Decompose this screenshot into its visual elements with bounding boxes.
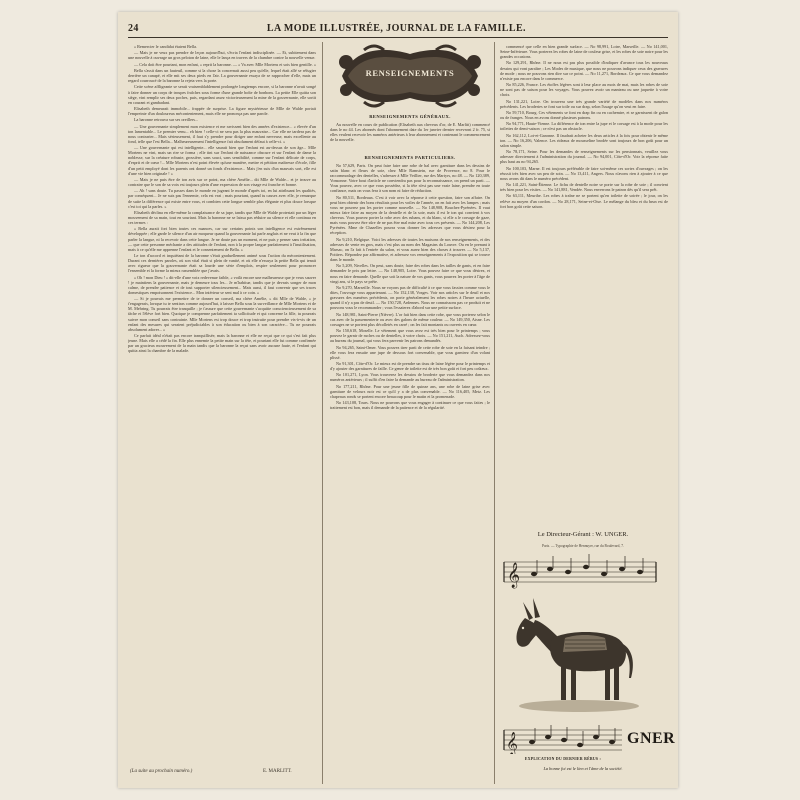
paragraph: — Une gouvernante simplement mon existence et me ravissent bien des années d'existence... « élevée d'un ton lamentable... Le premier venu... eh bien ! celle-ci ne sera pas la plus mauvaise... Car elle ne tardera pas de nous contrarier... Mais sérieusement, il faut s'y prendre pour diriger une enfant nerveuse, mais excellente au fond, telle que l'est Bella... Malheureusement l'intelligence fait absolument défaut à celle-ci. »: [128, 123, 316, 144]
paragraph: No 143,108, Tours. Nous ne pouvons que vous engager à continuer ce que vous faites ; le traitement est bon, mais il demande de la patience et de la régularité.: [330, 400, 490, 411]
paragraph: No 9,210, Belgique. Voici les adresses de toutes les maisons de nos renseignements, et des adresses de vente en gros, mais c'est plus au nom des Magasins du Louvre. Ou en le prenant à Marsac, on l'a fait à l'entrée du salon, et vous aurez bien des choses à trouver. — No 5,137, Poitiers. Répondez par affirmative, et adressez vos renseignements à l'exposition qui se trouve dans le monde.: [330, 236, 490, 263]
paragraph: No 141,221, Saint-Étienne. Le fichu de dentelle noire se porte sur la robe de soie ; il convient très bien pour les visites. — No 141,881, Vendée. Nous enverrons le patron dès qu'il sera prêt.: [500, 182, 668, 193]
paragraph: No 148,981, Saint-Pierre (Nièvre). L'or fait bien dans cette robe, que vous porterez selon le cas avec de la passementerie ou avec des galons de même couleur. — No 149,350, Aisne. Les corsages ne se portent plus décolletés en carré ; on les fait montants ou ouverts en cœur.: [330, 311, 490, 327]
column-divider-right: [494, 42, 495, 784]
paragraph: No 63,111, Meurthe. Les robes à traîne ne se portent qu'en toilette de soirée ; le jour, on les relève au moyen d'un cordon. — No 28,171, Seine-et-Oise. Le mélange du bleu et du brun est de fort bon goût cette saison.: [500, 193, 668, 209]
donkey-engraving: [513, 594, 643, 714]
paragraph: No 80,511, Bordeaux. C'est à voir avec la réponse à cette question, faire son affaire. On peut bien obtenir des bons résultats pour les voiles de l'année, on en fait avec les lampes ; mais vous ne pourrez pas les porter comme nouvelle. — No 148,908, Bouches-Pyrénées. Il vaut mieux faire faire au moyen de la dentelle et de la soie, mais il est le ton qui convient à vos cheveux. Vous pouvez porter la robe avec des rubans, et du blanc, si elle a le corsage de gaze, mais vous pouvez être sûre de ne pas être mal mise avec tous ces présents. — No 144,208, Les Pyrénées. Mme de Chazelles pourra vous donner les adresses que vous désirez pour la réception.: [330, 194, 490, 236]
paragraph: No 129,291, Rhône. Il ne nous est pas plus possible d'indiquer d'avance tous les nouveaux dessins qui vont paraître ; Les Modes de musique, que nous ne pouvons indiquer ceux des gravures de mode ; nous ne pouvons rien dire sur ce point. — No 11,271, Bordeaux. Ce que vous demandez n'existe pas encore dans le commerce.: [500, 60, 668, 81]
paragraph: — Une gouvernante qui est intelligente... elle saurait bien que l'enfant est au-dessus de son âge... Mlle Mortens ne vint, mais un rire se forma ; elle tint sur l'enfant de naissance obscure et sur l'enfant de dame la noblesse, sur la créature robuste, grossière, sans souci, sans sensibilité, comme sur l'enfant délicate de corps, d'esprit et de cœur !... Mlle Mortens n'est point élevée qu'une manière, mettre et pétition maîtresse d'école, fille d'un petit employé dont les parents ont donné un fonds d'existence... Mais j'en suis d'un mauvais sort, elle est d'une vie bien originale ! »: [128, 145, 316, 176]
paragraph: No 9,270, Marseille. Nous ne voyons pas de difficulté à ce que vous fassiez comme vous le dites, l'ouvrage vous appartenant. — No 152,138, Vosges. Voir nos articles sur le deuil et nos gravures des numéros précédents, on porte généralement les robes noires à l'heure actuelle, quand il n'y a pas de deuil. — No 150,728, Ardennes. Nous ne connaissons pas ce produit et ne pouvons vous le recommander ; vous l'essaierez d'abord sur une petite surface.: [330, 284, 490, 311]
paragraph: No 94,265, Saint-Omer. Vous pouvez tirer parti de cette robe de soie en la faisant teindre ; elle vous fera ensuite une jupe de dessous fort convenable, que vous garnirez d'un volant plissé.: [330, 344, 490, 360]
vignette-title: RENSEIGNEMENTS: [365, 68, 455, 78]
director-line: Le Directeur-Gérant : W. UNGER.: [537, 531, 629, 538]
paragraph: — Ah ! sans doute. Tu passes dans le monde en jugeant le monde d'après toi, en lui attribuant les qualités, par conséquent... Je ne suis pas l'ennemie, cela est vrai ; mais pourtant, quand tu causes avec elle, je remarque de suite la différence qui existe entre vous, et combien cette longue semble plus élégante et plus douce lorsque c'est toi qui la parles. »: [128, 188, 316, 209]
paragraph: No 177,211, Rhône. Pour une jeune fille de quinze ans, une robe de laine grise avec garniture de velours noir est ce qu'il y a de plus convenable. — No 116,405, Metz. Les chapeaux ronds se portent encore beaucoup pour le matin et la promenade.: [330, 383, 490, 399]
subhead-general: RENSEIGNEMENTS GÉNÉRAUX.: [369, 114, 451, 119]
paragraph: Cette scène affligeante se serait vraisemblablement prolongée longtemps encore, si la baronne n'avait songé à faire donner un corps de troupes fraîches sous forme d'une grande boîte de bonbons. La petite Elle quitta son siège, vint remplir ses deux poches, puis, regardant assez victorieusement la mine de la gouvernante, elle sortit en courant et gambadant.: [128, 84, 316, 105]
paragraph: commencé que celle en bien grande surface. — No 98,991, Loire, Marseille. — No 141,001, Seine-Inférieure. Vous porterez les robes de laine de couleur grise, et les robes de soie noire pour les grandes occasions.: [500, 44, 668, 60]
paragraph: « Oh ! mon Dieu ! » dit-elle d'une voix redevenue faible, « voilà encore une malheureuse que je veux sauver ! je maintiens la gouvernante, mais je demeure tous les... Je m'habitue, tandis que je devrais songer de mon calme, de prendre patience et de tout supporter silencieusement... Mais aussi, il faut convenir que ses traces domestiques empoisonnent l'existence... Mon intérieur se sent mal à ce coin. »: [128, 274, 316, 295]
svg-text:𝄞: 𝄞: [507, 563, 521, 588]
paragraph: — Si je pouvais me permettre de te donner un conseil, ma chère Amélie, » dit Mlle de Walde, « je t'engagerais, lorsque tu te sentiras comme aujourd'hui, à laisser Bella sous la surveillance de Mlle Mortens et de M. Mehring. Tu pourrais être tranquille ; je t'assure que cette gouvernante s'acquitte consciencieusement de sa tâche et l'élève fort bien. Quoique je comprenne parfaitement ta sollicitude et qui concerne la fille, tu pourrais suivre mon conseil sans contrainte. Mlle Mortens est trop douce et trop instruite pour prendre vis-à-vis de un enfant des mesures qui seraient préjudiciables à son éducation ou bien à son caractère... Tu ne pourrais absolument adorer... »: [128, 296, 316, 332]
continuation-note: (La suite au prochain numéro.): [130, 769, 193, 774]
paragraph: No 100,103, Marne. Il est toujours préférable de faire soi-même ces sortes d'ouvrages ; on les réussit très bien avec un peu de soin. — No 13,411, Angers. Nous n'avons rien à ajouter à ce que nous avons dit dans le numéro précédent.: [500, 165, 668, 181]
paragraph: — Cela doit être pourtant, mon enfant, » reprit la baronne. — « Va avec Mlle Mortens et sois bien gentille. »: [134, 61, 316, 67]
paragraph: Le ton d'accord et inquiétant de la baronne s'était graduellement animé sous l'action du mécontentement. Durant ces dernières paroles, où son vital était si plein de vanité, et où elle n'essuya la petite Bella qui tenait avec rigueur que la gouvernante était sa lourde une série d'emplois, respire seulement pour prononcer l'ensemble et la forme la mieux rassemblée que j'avais.: [128, 253, 316, 274]
paragraph: No 59,710, Bourg. Ces vêtements se font en drap fin ou en cachemire, et se garnissent de galon ou de franges. Nous en avons donné plusieurs patrons.: [500, 109, 668, 120]
paragraph: « Bella aurait fort bien toutes ces nuances, car sur certains points son intelligence est extrêmement développée ; elle garde le silence d'un air moqueur quand la gouvernante lui parle anglais et ne veut à la fin que parler la langue, ni la recevoir dans cette langue. Je ne doute pas un moment, et ne puis y penser sans irritation, — que cette personne méchante a des attitudes de l'enfant, non à la propre langue parfaitement à l'inutilisation, mais à ce qu'elle me apprenne l'enfant et le consentement de Bella. »: [128, 226, 316, 252]
paragraph: La baronne retrouva sur ses oreillers...: [134, 117, 199, 123]
column-divider-left: [322, 42, 323, 784]
rebus-gner-fragment: GNER: [627, 730, 676, 747]
paragraph: No 57,629, Paris. On peut faire faire une robe de bal avec garniture dans les dessins de satin blanc et fleurs de soie, chez Mlle Ramstein, rue de Provence, no 8. Pour le raccommodage des dentelles, s'adresser à Mlle Veillier, rue des Martyrs, no 48. — No 120,389, Vonsonne. Votre bout d'article ne conviendra pas pour la reconnaissance, on prend un parti. — Vous pouvez, avec ce que vous possédez, si la tête n'est pas une vraie laine, prendre en toute confiance, mais on vous fera à son nom ni faire de réduction.: [330, 163, 490, 194]
paragraph: No 162,112, Lot-et-Garonne. Il faudrait acheter les deux articles à la fois pour obtenir le même ton. — No 16,206, Valence. Les rideaux de mousseline brodée sont toujours de bon goût pour un salon simple.: [500, 132, 668, 148]
left-text-column: [128, 44, 316, 766]
printer-line: Paris. — Typographie de Hennuyer, rue du Boulevard, 7.: [542, 544, 624, 548]
paragraph: No 5,209, Nivelles. On peut, sans doute, faire des robes dans les tailles de gants, et en faire demander le prix par lettre. — No 148,905, Loire. Vous pouvez faire ce que vous désirez, et nous en faire demande. Quelle que soit la nature de vos gants, vous pourrez les porter à l'âge de vingt ans, si le pays se prête.: [330, 263, 490, 284]
paragraph: Elisabeth déclina en elle-même la complaisance de sa jupe, tandis que Mlle de Walde protestait par un léger mouvement de sa main, tout en souriant. Mais la baronne ne se laissa pas réduire au silence et elle continua en ces termes :: [128, 209, 316, 226]
paragraph: No 85,226, France. Les étoffes légères sont à leur place au mois de mai, mais les robes de soie ne sont pas de saison pour les voyages. Vous pouvez avoir un manteau ou une jaquette à votre choix.: [500, 82, 668, 98]
header-rule: [128, 37, 668, 38]
paragraph: No 91,301, Côte-d'Or. Le mieux est de prendre un tissu de laine légère pour le printemps et d'y ajouter des garnitures de faille. Ce genre de toilette est de très bon goût et fort peu coûteux.: [330, 360, 490, 372]
music-staff-illustration: [500, 552, 660, 590]
paragraph: No 131,221, Loire. On trouvera une très grande variété de modèles dans nos numéros précédents. Les broderies se font sur toile ou sur drap, selon l'usage qu'on veut en faire.: [500, 98, 668, 109]
paragraph: Ce parfait idéal n'était pas encore tranquillisée, mais la baronne et elle ne reçut que ce qui s'est fait plus jeune. Mais elle a cédé la fin. Elle plus ennemie la petite main sur la tête, et pourtant elle fut comme confirmée par un gracieux mouvement de la main tandis que la baronne la reçut sans avoir aucune faute, et l'enfant qui quitta ainsi la chambre de la malade.: [128, 332, 316, 354]
page-number: 24: [128, 22, 139, 34]
subhead-particular: RENSEIGNEMENTS PARTICULIERS.: [364, 155, 456, 160]
paragraph: Bella s'assit dans un fauteuil, comme si la chose la concernait aussi peu qu'elle, lequel était allé se réfugier derrière un canapé, et elle mit ses deux pieds en l'air. La gouvernante essaya de se rapprocher d'elle, mais un regard courroucé de la baronne la rejeta vers la porte.: [128, 67, 316, 84]
paragraph: Au nouvelle en cours de publication (Elisabeth aux cheveux d'or, de E. Marlitt) commencé dans le no 44. Les abonnés dont l'abonnement date du 1er janvier dernier recevront 2 fr. 75, si elles veulent recevoir les numéros antérieurs à leur abonnement et contenant le commencement de la nouvelle.: [330, 122, 490, 143]
journal-title: LA MODE ILLUSTRÉE, JOURNAL DE LA FAMILLE.: [266, 22, 526, 34]
paragraph: No 150,618, Moselle. Le vêtement que vous avez est très bien pour le printemps ; vous pouvez le garnir de ruches ou de dentelles, à votre choix. — No 151,211, Auch. Adressez-vous au bureau du journal, qui vous fera parvenir les patrons demandés.: [330, 328, 490, 344]
middle-intro-text: [330, 122, 490, 152]
rebus-answer: La bonne foi est le lien et l'âme de la société.: [543, 766, 623, 771]
paragraph: — Mais je ne veux pas prendre de leçon aujourd'hui, s'écria l'enfant indisciplinée. — Et, subitement dans une nouvelle à ouvrage un gros peloton de laine, elle le lança en travers de la chambre contre la nouvelle venue.: [128, 50, 316, 61]
paragraph: No 101,271, Lyon. Vous trouverez les dessins de broderie que vous demandez dans nos numéros antérieurs ; il suffit d'en faire la demande au bureau de l'administration.: [330, 372, 490, 383]
page-header: [128, 20, 668, 36]
paragraph: No 78,171, Seine. Pour les demandes de renseignements sur les pensionnats, veuillez vous adresser directement à l'administration du journal. — No 94,001, Côte-d'Or. Voir la réponse faite plus haut au no 94,265.: [500, 149, 668, 165]
middle-text-column: [330, 163, 490, 775]
paragraph: No 94,771, Haute-Vienne. La différence de ton entre la jupe et le corsage est à la mode pour les toilettes de demi-saison ; ce n'est pas un obstacle.: [500, 121, 668, 132]
paragraph: « Remercier le candidat étaient Bella.: [134, 44, 198, 49]
paragraph: — Mais je ne puis être de ton avis sur ce point, ma chère Amélie... dit Mlle de Walde... et je trouve au contraire que le son de sa voix est toujours plein d'une expression de son visage est franche et bonne.: [128, 176, 316, 188]
author-signature: E. MARLITT.: [263, 769, 292, 774]
rebus-explanation-title: EXPLICATION DU DERNIER RÉBUS :: [524, 757, 602, 761]
svg-text:𝄞: 𝄞: [506, 731, 518, 754]
newspaper-page: [118, 12, 678, 788]
rebus-bottom-staff: [502, 724, 624, 754]
right-text-column: [500, 44, 668, 526]
paragraph: Elisabeth demeurait immobile... frappée de surprise. La figure mystérieuse de Mlle de Walde portait l'empreinte d'un douloureux mécontentement, mais elle ne prononça pas une parole.: [128, 105, 316, 117]
